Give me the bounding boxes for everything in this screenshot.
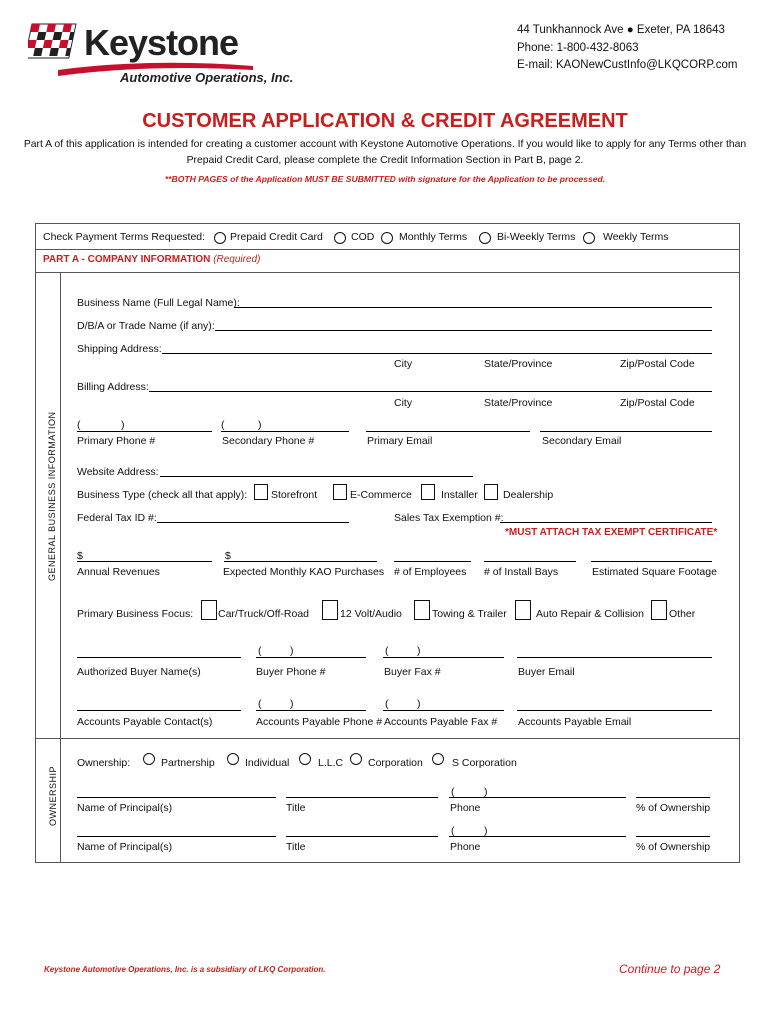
corporation-label: Corporation — [368, 757, 423, 769]
principal-2-phone-paren-open: ( — [451, 825, 455, 837]
company-email: E-mail: KAONewCustInfo@LKQCORP.com — [517, 59, 738, 71]
auto-repair-checkbox[interactable] — [515, 600, 531, 620]
cod-radio[interactable] — [334, 232, 346, 244]
other-label: Other — [669, 608, 696, 620]
car-truck-checkbox[interactable] — [201, 600, 217, 620]
ap-fax-paren-close: ) — [417, 698, 421, 710]
keystone-logo — [28, 18, 294, 90]
secondary-phone-label: Secondary Phone # — [222, 435, 315, 447]
ap-fax-label: Accounts Payable Fax # — [384, 716, 498, 728]
primary-phone-field[interactable] — [77, 431, 212, 432]
partnership-label: Partnership — [161, 757, 215, 769]
buyer-name-field[interactable] — [77, 657, 241, 658]
principal-2-ownership-label: % of Ownership — [636, 841, 711, 853]
principal-1-phone-paren-open: ( — [451, 786, 455, 798]
part-a-heading — [43, 254, 260, 265]
ap-phone-paren-open: ( — [258, 698, 262, 710]
general-business-section-label: GENERAL BUSINESS INFORMATION — [47, 411, 57, 581]
tax-exempt-note: *MUST ATTACH TAX EXEMPT CERTIFICATE* — [505, 527, 718, 538]
website-label: Website Address: — [77, 466, 159, 478]
buyer-name-label: Authorized Buyer Name(s) — [77, 666, 201, 678]
car-truck-label: Car/Truck/Off-Road — [218, 608, 310, 620]
dba-field[interactable] — [215, 330, 712, 331]
part-a-title: PART A - COMPANY INFORMATION — [43, 254, 211, 265]
shipping-city-label: City — [394, 358, 413, 370]
principal-2-name-label: Name of Principal(s) — [77, 841, 173, 853]
ap-email-label: Accounts Payable Email — [518, 716, 632, 728]
storefront-label: Storefront — [271, 489, 318, 501]
bi-weekly-terms-radio[interactable] — [479, 232, 491, 244]
install-bays-field[interactable] — [484, 561, 576, 562]
weekly-terms-label: Weekly Terms — [603, 231, 669, 243]
primary-email-field[interactable] — [366, 431, 530, 432]
dealership-checkbox[interactable] — [484, 484, 498, 500]
business-focus-label: Primary Business Focus: — [77, 608, 194, 620]
shipping-zip-label: Zip/Postal Code — [620, 358, 695, 370]
principal-1-title-label: Title — [286, 802, 306, 814]
secondary-phone-field[interactable] — [221, 431, 349, 432]
company-phone: Phone: 1-800-432-8063 — [517, 42, 639, 54]
logo-text: Keystone — [84, 22, 239, 63]
secondary-phone-paren-close: ) — [258, 419, 262, 431]
principal-1-phone-paren-close: ) — [484, 786, 488, 798]
principal-1-title-field[interactable] — [286, 797, 438, 798]
annual-revenue-field[interactable] — [77, 561, 212, 562]
shipping-state-label: State/Province — [484, 358, 553, 370]
annual-revenues-label: Annual Revenues — [77, 566, 160, 578]
billing-zip-label: Zip/Postal Code — [620, 397, 695, 409]
prepaid-credit-card-label: Prepaid Credit Card — [230, 231, 323, 243]
shipping-address-label: Shipping Address: — [77, 343, 162, 355]
employees-label: # of Employees — [394, 566, 467, 578]
secondary-email-label: Secondary Email — [542, 435, 622, 447]
billing-address-field[interactable] — [149, 391, 712, 392]
12-volt-audio-checkbox[interactable] — [322, 600, 338, 620]
llc-radio[interactable] — [299, 753, 311, 765]
annual-revenue-dollar: $ — [77, 550, 83, 562]
ap-phone-label: Accounts Payable Phone # — [256, 716, 383, 728]
expected-purchases-dollar: $ — [225, 550, 231, 562]
buyer-phone-paren-close: ) — [290, 645, 294, 657]
corporation-radio[interactable] — [350, 753, 362, 765]
principal-2-phone-paren-close: ) — [484, 825, 488, 837]
business-name-field[interactable] — [234, 307, 712, 308]
ap-contact-field[interactable] — [77, 710, 241, 711]
principal-2-name-field[interactable] — [77, 836, 276, 837]
primary-phone-paren-open: ( — [77, 419, 81, 431]
monthly-terms-radio[interactable] — [381, 232, 393, 244]
dealership-label: Dealership — [503, 489, 554, 501]
billing-city-label: City — [394, 397, 413, 409]
buyer-fax-paren-open: ( — [385, 645, 389, 657]
part-a-required: (Required) — [213, 254, 261, 265]
principal-1-ownership-label: % of Ownership — [636, 802, 711, 814]
prepaid-credit-card-radio[interactable] — [214, 232, 226, 244]
cod-label: COD — [351, 231, 375, 243]
ownership-section-label: OWNERSHIP — [48, 766, 58, 827]
secondary-email-field[interactable] — [540, 431, 712, 432]
principal-2-ownership-field[interactable] — [636, 836, 710, 837]
shipping-address-field[interactable] — [162, 353, 712, 354]
ap-phone-paren-close: ) — [290, 698, 294, 710]
ap-fax-paren-open: ( — [385, 698, 389, 710]
e-commerce-checkbox[interactable] — [333, 484, 347, 500]
buyer-fax-paren-close: ) — [417, 645, 421, 657]
website-field[interactable] — [160, 476, 473, 477]
business-name-label: Business Name (Full Legal Name): — [77, 297, 240, 309]
sales-tax-field[interactable] — [500, 522, 712, 523]
federal-tax-label: Federal Tax ID #: — [77, 512, 157, 524]
subsidiary-note: Keystone Automotive Operations, Inc. is a subsidiary of LKQ Corporation. — [44, 965, 326, 974]
individual-label: Individual — [245, 757, 290, 769]
s-corporation-radio[interactable] — [432, 753, 444, 765]
payment-terms-label: Check Payment Terms Requested: — [43, 231, 206, 243]
continue-note: Continue to page 2 — [619, 962, 721, 976]
buyer-phone-label: Buyer Phone # — [256, 666, 326, 678]
primary-phone-label: Primary Phone # — [77, 435, 156, 447]
auto-repair-label: Auto Repair & Collision — [536, 608, 644, 620]
billing-state-label: State/Province — [484, 397, 553, 409]
ap-email-field[interactable] — [517, 710, 712, 711]
principal-2-title-label: Title — [286, 841, 306, 853]
ap-contact-label: Accounts Payable Contact(s) — [77, 716, 213, 728]
buyer-phone-field[interactable] — [256, 657, 366, 658]
e-commerce-label: E-Commerce — [350, 489, 412, 501]
buyer-fax-label: Buyer Fax # — [384, 666, 441, 678]
intro-text-line1: Part A of this application is intended for creating a customer account with Keystone Automotive Operations. If you would like to apply for any Terms other than — [23, 139, 747, 150]
bi-weekly-terms-label: Bi-Weekly Terms — [497, 231, 576, 243]
expected-purchases-label: Expected Monthly KAO Purchases — [223, 566, 385, 578]
business-type-label: Business Type (check all that apply): — [77, 489, 248, 501]
employees-field[interactable] — [394, 561, 471, 562]
page-title: CUSTOMER APPLICATION & CREDIT AGREEMENT — [142, 110, 628, 132]
installer-label: Installer — [441, 489, 478, 501]
buyer-fax-field[interactable] — [383, 657, 504, 658]
buyer-email-field[interactable] — [517, 657, 712, 658]
principal-2-title-field[interactable] — [286, 836, 438, 837]
principal-1-phone-field[interactable] — [449, 797, 626, 798]
federal-tax-field[interactable] — [157, 522, 349, 523]
principal-2-phone-field[interactable] — [449, 836, 626, 837]
towing-trailer-checkbox[interactable] — [414, 600, 430, 620]
s-corporation-label: S Corporation — [452, 757, 517, 769]
secondary-phone-paren-open: ( — [221, 419, 225, 431]
principal-1-name-label: Name of Principal(s) — [77, 802, 173, 814]
billing-address-label: Billing Address: — [77, 381, 149, 393]
principal-1-phone-label: Phone — [450, 802, 481, 814]
square-footage-field[interactable] — [591, 561, 712, 562]
expected-purchases-field[interactable] — [224, 561, 377, 562]
square-footage-label: Estimated Square Footage — [592, 566, 717, 578]
install-bays-label: # of Install Bays — [484, 566, 559, 578]
12-volt-audio-label: 12 Volt/Audio — [340, 608, 402, 620]
storefront-checkbox[interactable] — [254, 484, 268, 500]
llc-label: L.L.C — [318, 757, 344, 769]
company-address: 44 Tunkhannock Ave ● Exeter, PA 18643 — [517, 24, 725, 36]
ap-phone-field[interactable] — [256, 710, 366, 711]
weekly-terms-radio[interactable] — [583, 232, 595, 244]
partnership-radio[interactable] — [143, 753, 155, 765]
individual-radio[interactable] — [227, 753, 239, 765]
primary-phone-paren-close: ) — [121, 419, 125, 431]
towing-trailer-label: Towing & Trailer — [432, 608, 507, 620]
dba-label: D/B/A or Trade Name (if any): — [77, 320, 215, 332]
monthly-terms-label: Monthly Terms — [399, 231, 468, 243]
other-checkbox[interactable] — [651, 600, 667, 620]
ownership-label: Ownership: — [77, 757, 131, 769]
ap-fax-field[interactable] — [383, 710, 504, 711]
principal-1-ownership-field[interactable] — [636, 797, 710, 798]
buyer-phone-paren-open: ( — [258, 645, 262, 657]
principal-1-name-field[interactable] — [77, 797, 276, 798]
submission-notice: **BOTH PAGES of the Application MUST BE SUBMITTED with signature for the Application to be processed. — [164, 174, 606, 184]
logo-subtitle: Automotive Operations, Inc. — [120, 70, 294, 85]
installer-checkbox[interactable] — [421, 484, 435, 500]
sales-tax-label: Sales Tax Exemption #: — [394, 512, 504, 524]
primary-email-label: Primary Email — [367, 435, 433, 447]
intro-text-line2: Prepaid Credit Card, please complete the Credit Information Section in Part B, page 2. — [186, 155, 584, 166]
buyer-email-label: Buyer Email — [518, 666, 575, 678]
principal-2-phone-label: Phone — [450, 841, 481, 853]
